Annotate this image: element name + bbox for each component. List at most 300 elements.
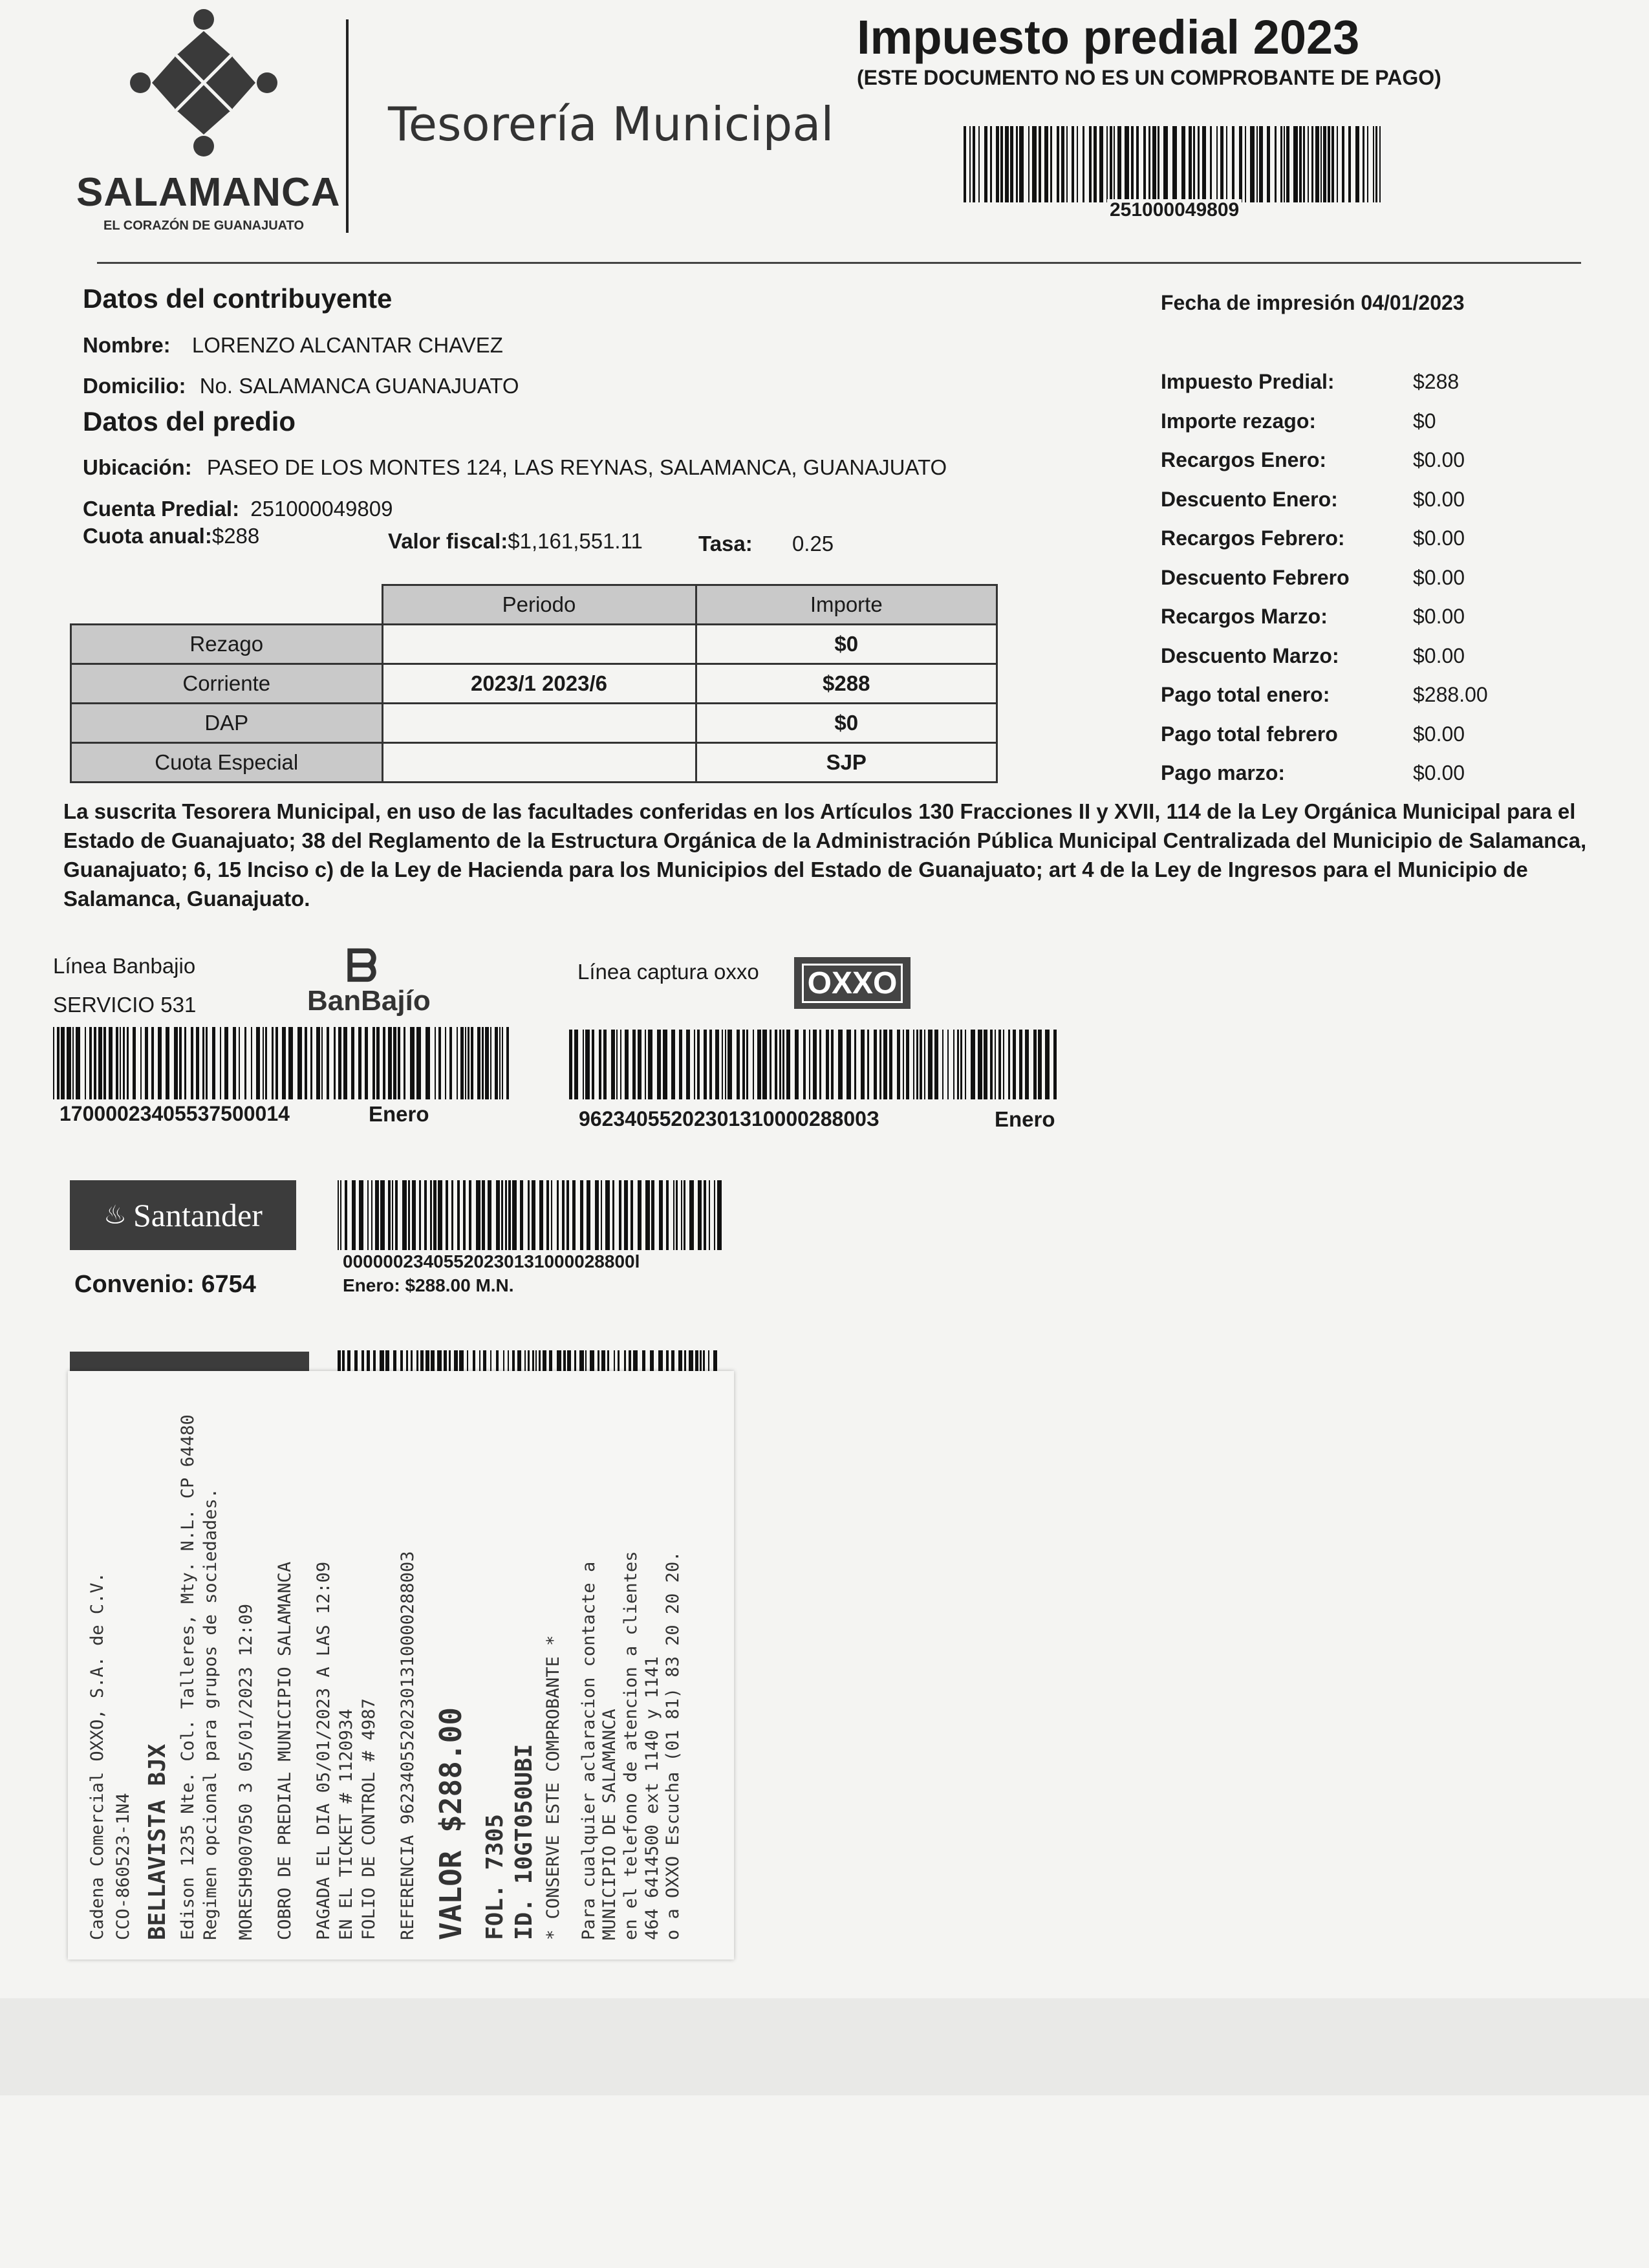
barcode-stripe xyxy=(775,1030,777,1099)
barcode-stripe xyxy=(612,1180,614,1250)
receipt-line: PAGADA EL DIA 05/01/2023 A LAS 12:09 xyxy=(314,1561,334,1940)
barcode-stripe xyxy=(512,1180,517,1250)
barcode-stripe xyxy=(786,1030,790,1099)
barcode-stripe xyxy=(638,1030,641,1099)
resumen-value: $0.00 xyxy=(1413,761,1465,784)
barcode-stripe xyxy=(969,126,971,202)
receipt-line: o a OXXO Escucha (01 81) 83 20 20 20. xyxy=(663,1551,683,1940)
resumen-label: Recargos Marzo: xyxy=(1161,605,1328,628)
resumen-value: $0.00 xyxy=(1413,565,1465,589)
barcode-stripe xyxy=(433,1180,436,1250)
barcode-stripe xyxy=(305,1027,307,1099)
barcode-stripe xyxy=(482,1180,485,1250)
header-barcode-number: 251000049809 xyxy=(1107,199,1242,221)
barcode-stripe xyxy=(645,1030,646,1099)
barcode-stripe xyxy=(140,1027,142,1099)
barcode-stripe xyxy=(438,1027,441,1099)
periodo-cell: 2023/1 2023/6 xyxy=(382,664,696,704)
concepto-cell: DAP xyxy=(71,704,383,743)
barcode-stripe xyxy=(809,1030,810,1099)
barcode-stripe xyxy=(727,1030,732,1099)
barcode-stripe xyxy=(709,1030,712,1099)
barcode-stripe xyxy=(327,1027,329,1099)
barcode-stripe xyxy=(697,1030,700,1099)
barcode-stripe xyxy=(990,126,992,202)
barcode-stripe xyxy=(638,1180,641,1250)
oxxo-logo xyxy=(794,957,911,1009)
concepto-cell: Cuota Especial xyxy=(71,743,383,783)
barcode-stripe xyxy=(206,1027,208,1099)
barcode-stripe xyxy=(566,1180,569,1250)
barcode-stripe xyxy=(1148,126,1150,202)
barcode-stripe xyxy=(714,1180,715,1250)
barcode-stripe xyxy=(288,1027,293,1099)
barcode-stripe xyxy=(1099,126,1103,202)
barcode-stripe xyxy=(679,1030,682,1099)
resumen-value: $0.00 xyxy=(1413,526,1465,550)
barcode-stripe xyxy=(1315,126,1319,202)
banbajio-barcode xyxy=(53,1027,513,1099)
barcode-stripe xyxy=(1057,126,1059,202)
barcode-stripe xyxy=(1284,126,1285,202)
nombre-value: LORENZO ALCANTAR CHAVEZ xyxy=(191,333,503,357)
barcode-stripe xyxy=(709,1180,710,1250)
barcode-stripe xyxy=(1379,126,1381,202)
barcode-stripe xyxy=(120,1027,121,1099)
barcode-stripe xyxy=(1198,126,1200,202)
barcode-stripe xyxy=(965,1030,966,1099)
resumen-label: Recargos Enero: xyxy=(1161,448,1327,471)
receipt-line: MUNICIPIO DE SALAMANCA xyxy=(599,1709,620,1940)
barcode-stripe xyxy=(94,1027,96,1099)
barcode-stripe xyxy=(123,1027,125,1099)
resumen-value: $0 xyxy=(1413,409,1436,433)
barcode-stripe xyxy=(376,1027,380,1099)
receipt-line: FOLIO DE CONTROL # 4987 xyxy=(359,1698,379,1940)
barcode-stripe xyxy=(1337,126,1338,202)
receipt-line: Para cualquier aclaracion contacte a xyxy=(579,1561,599,1940)
barcode-stripe xyxy=(854,1030,856,1099)
valor-label: Valor fiscal: xyxy=(388,529,508,553)
barcode-stripe xyxy=(1089,126,1092,202)
barcode-stripe xyxy=(1172,126,1177,202)
resumen-value: $0.00 xyxy=(1413,487,1465,511)
barcode-stripe xyxy=(1245,126,1246,202)
barcode-stripe xyxy=(449,1027,452,1099)
barcode-stripe xyxy=(934,1030,938,1099)
resumen-value: $0.00 xyxy=(1413,643,1465,667)
barcode-stripe xyxy=(1373,126,1374,202)
barcode-stripe xyxy=(166,1027,169,1099)
barcode-stripe xyxy=(1232,126,1234,202)
barcode-stripe xyxy=(457,1027,458,1099)
barcode-stripe xyxy=(53,1027,54,1099)
periodo-cell xyxy=(382,625,696,664)
barcode-stripe xyxy=(496,1180,500,1250)
barcode-stripe xyxy=(1367,126,1368,202)
barcode-stripe xyxy=(1039,126,1041,202)
fecha-impresion: Fecha de impresión 04/01/2023 xyxy=(1161,291,1465,314)
barcode-stripe xyxy=(380,1180,385,1250)
resumen-label: Descuento Marzo: xyxy=(1161,643,1339,667)
banbajio-servicio: SERVICIO 531 xyxy=(53,993,197,1017)
barcode-stripe xyxy=(1044,126,1048,202)
barcode-stripe xyxy=(392,1180,393,1250)
banbajio-label: Línea Banbajio xyxy=(53,954,196,978)
logo-tagline: EL CORAZÓN DE GUANAJUATO xyxy=(103,219,305,233)
barcode-stripe xyxy=(468,1027,469,1099)
resumen-label: Pago total febrero xyxy=(1161,722,1338,746)
department-name: Tesorería Municipal xyxy=(388,97,834,151)
barcode-stripe xyxy=(224,1027,228,1099)
barcode-stripe xyxy=(109,1027,113,1099)
barcode-stripe xyxy=(903,1030,904,1099)
receipt-line: ID. 10GT050UBI xyxy=(511,1744,537,1940)
table-row xyxy=(71,743,997,783)
barcode-stripe xyxy=(1077,126,1078,202)
barcode-stripe xyxy=(220,1027,221,1099)
barcode-stripe xyxy=(1323,126,1326,202)
barcode-stripe xyxy=(1280,126,1282,202)
barcode-stripe xyxy=(1000,126,1003,202)
barcode-stripe xyxy=(76,1027,80,1099)
barcode-stripe xyxy=(1072,126,1074,202)
barcode-stripe xyxy=(1202,126,1206,202)
barcode-stripe xyxy=(779,1030,781,1099)
barcode-stripe xyxy=(1008,1030,1010,1099)
barcode-stripe xyxy=(1239,126,1242,202)
receipt-line: 464 6414500 ext 1140 y 1141 xyxy=(642,1656,662,1940)
barcode-stripe xyxy=(499,1027,501,1099)
barcode-stripe xyxy=(263,1027,264,1099)
resumen-label: Descuento Enero: xyxy=(1161,487,1338,511)
barcode-stripe xyxy=(928,1030,932,1099)
barcode-stripe xyxy=(1010,126,1013,202)
barcode-stripe xyxy=(282,1027,286,1099)
valor-value: $1,161,551.11 xyxy=(508,529,643,553)
barcode-stripe xyxy=(133,1027,136,1099)
barcode-stripe xyxy=(1032,126,1037,202)
barcode-stripe xyxy=(372,1027,375,1099)
barcode-stripe xyxy=(676,1180,678,1250)
barcode-stripe xyxy=(616,1030,618,1099)
resumen-row xyxy=(1161,526,1549,559)
barcode-stripe xyxy=(67,1027,71,1099)
barcode-stripe xyxy=(737,1030,740,1099)
periodo-header: Periodo xyxy=(382,585,696,625)
barcode-stripe xyxy=(61,1027,65,1099)
concepto-cell: Corriente xyxy=(71,664,383,704)
barcode-stripe xyxy=(1328,126,1330,202)
resumen-label: Impuesto Predial: xyxy=(1161,370,1335,393)
barcode-stripe xyxy=(681,1180,682,1250)
barcode-stripe xyxy=(340,1180,341,1250)
barcode-stripe xyxy=(562,1180,565,1250)
barcode-stripe xyxy=(1303,126,1305,202)
cuota-row xyxy=(83,524,259,548)
receipt-line: Cadena Comercial OXXO, S.A. de C.V. xyxy=(87,1572,107,1940)
barcode-stripe xyxy=(551,1180,552,1250)
barcode-stripe xyxy=(1038,1030,1042,1099)
footer-band xyxy=(0,1998,1649,2095)
barcode-stripe xyxy=(592,1030,594,1099)
barcode-stripe xyxy=(663,1030,667,1099)
barcode-stripe xyxy=(272,1027,274,1099)
barcode-stripe xyxy=(924,1030,925,1099)
barcode-stripe xyxy=(393,1027,396,1099)
barcode-stripe xyxy=(698,1180,702,1250)
barcode-stripe xyxy=(1013,1030,1016,1099)
barcode-stripe xyxy=(795,1030,799,1099)
resumen-row xyxy=(1161,488,1549,520)
barcode-stripe xyxy=(1189,126,1192,202)
barcode-stripe xyxy=(603,1030,607,1099)
barcode-stripe xyxy=(651,1180,654,1250)
barcode-stripe xyxy=(1363,126,1364,202)
barcode-stripe xyxy=(1083,126,1084,202)
barcode-stripe xyxy=(395,1180,398,1250)
barcode-stripe xyxy=(116,1027,118,1099)
barcode-stripe xyxy=(620,1030,621,1099)
resumen-row xyxy=(1161,448,1549,481)
barcode-stripe xyxy=(1025,1030,1029,1099)
barcode-stripe xyxy=(889,1030,892,1099)
barcode-stripe xyxy=(1216,126,1218,202)
barcode-stripe xyxy=(580,1180,583,1250)
barcode-stripe xyxy=(659,1180,663,1250)
resumen-value: $288 xyxy=(1413,370,1460,393)
barcode-stripe xyxy=(310,1027,312,1099)
barcode-stripe xyxy=(686,1030,690,1099)
barcode-stripe xyxy=(1210,126,1212,202)
barcode-stripe xyxy=(495,1027,498,1099)
barcode-stripe xyxy=(404,1027,405,1099)
oxxo-barcode xyxy=(569,1030,1061,1099)
receipt-line: MORESH9007050 3 05/01/2023 12:09 xyxy=(236,1603,256,1940)
barcode-stripe xyxy=(402,1180,407,1250)
barcode-stripe xyxy=(488,1180,491,1250)
resumen-label: Pago total enero: xyxy=(1161,683,1330,706)
barcode-stripe xyxy=(826,1030,829,1099)
barcode-stripe xyxy=(953,1030,954,1099)
contribuyente-title: Datos del contribuyente xyxy=(83,283,393,314)
barcode-stripe xyxy=(671,1030,675,1099)
oxxo-label: Línea captura oxxo xyxy=(577,960,759,984)
barcode-stripe xyxy=(874,1030,877,1099)
barcode-stripe xyxy=(704,1180,706,1250)
banbajio-logo-icon: ᗷ xyxy=(346,942,378,991)
barcode-stripe xyxy=(574,1030,578,1099)
barcode-stripe xyxy=(430,1180,432,1250)
barcode-stripe xyxy=(212,1027,215,1099)
barcode-stripe xyxy=(971,1030,975,1099)
nombre-row xyxy=(83,333,503,358)
table-header-row xyxy=(71,585,997,625)
header-rule xyxy=(97,262,1581,264)
barcode-stripe xyxy=(410,1027,415,1099)
barcode-stripe xyxy=(1158,126,1159,202)
barcode-stripe xyxy=(451,1180,453,1250)
barcode-stripe xyxy=(1348,126,1351,202)
barcode-stripe xyxy=(1019,1030,1022,1099)
barcode-stripe xyxy=(485,1027,489,1099)
page-subtitle: (ESTE DOCUMENTO NO ES UN COMPROBANTE DE PAGO) xyxy=(857,66,1441,89)
barcode-stripe xyxy=(1117,126,1121,202)
barcode-stripe xyxy=(1053,1030,1057,1099)
barcode-stripe xyxy=(502,1027,503,1099)
barcode-stripe xyxy=(722,1030,723,1099)
barcode-stripe xyxy=(673,1180,674,1250)
barcode-stripe xyxy=(632,1030,636,1099)
resumen-row xyxy=(1161,605,1549,637)
barcode-stripe xyxy=(505,1180,507,1250)
barcode-stripe xyxy=(408,1180,410,1250)
cuota-label: Cuota anual: xyxy=(83,524,212,548)
barcode-stripe xyxy=(1286,126,1289,202)
barcode-stripe xyxy=(1114,126,1115,202)
barcode-stripe xyxy=(1226,126,1227,202)
resumen-row xyxy=(1161,644,1549,676)
barcode-stripe xyxy=(546,1180,549,1250)
barcode-stripe xyxy=(996,126,999,202)
barcode-stripe xyxy=(445,1027,447,1099)
resumen-label: Importe rezago: xyxy=(1161,409,1317,433)
resumen-row xyxy=(1161,566,1549,598)
receipt-line: Edison 1235 Nte. Col. Talleres, Mty. N.L. CP 64480 xyxy=(178,1414,198,1940)
barcode-stripe xyxy=(539,1180,543,1250)
cuenta-value: 251000049809 xyxy=(250,497,393,521)
barcode-stripe xyxy=(645,1180,650,1250)
barcode-stripe xyxy=(684,1180,685,1250)
santander-barcode xyxy=(338,1180,724,1250)
barcode-stripe xyxy=(85,1027,86,1099)
barcode-stripe xyxy=(605,1180,610,1250)
barcode-stripe xyxy=(438,1180,442,1250)
barcode-stripe xyxy=(973,126,975,202)
receipt-line: FOL. 7305 xyxy=(482,1813,508,1940)
barcode-stripe xyxy=(463,1180,466,1250)
barcode-stripe xyxy=(1050,126,1052,202)
table-row xyxy=(71,704,997,743)
barcode-stripe xyxy=(1045,1030,1050,1099)
santander-logo xyxy=(70,1180,296,1250)
barcode-stripe xyxy=(569,1030,572,1099)
barcode-stripe xyxy=(460,1027,464,1099)
barcode-stripe xyxy=(1005,126,1009,202)
barcode-stripe xyxy=(585,1030,590,1099)
barcode-stripe xyxy=(947,1030,949,1099)
resumen-row xyxy=(1161,722,1549,755)
barcode-stripe xyxy=(1275,126,1277,202)
nombre-label: Nombre: xyxy=(83,333,171,357)
barcode-stripe xyxy=(358,1027,362,1099)
barcode-stripe xyxy=(1125,126,1129,202)
barcode-stripe xyxy=(179,1027,182,1099)
barcode-stripe xyxy=(648,1030,652,1099)
table-row xyxy=(71,625,997,664)
barcode-stripe xyxy=(867,1030,869,1099)
barcode-stripe xyxy=(338,1180,339,1250)
predio-title: Datos del predio xyxy=(83,406,296,437)
barcode-stripe xyxy=(244,1027,246,1099)
barcode-stripe xyxy=(753,1030,754,1099)
domicilio-row xyxy=(83,374,519,398)
barcode-stripe xyxy=(469,1180,471,1250)
importe-cell: $0 xyxy=(696,625,997,664)
barcode-stripe xyxy=(446,1180,448,1250)
barcode-stripe xyxy=(365,1027,368,1099)
barcode-stripe xyxy=(995,1030,996,1099)
barcode-stripe xyxy=(388,1027,392,1099)
barcode-stripe xyxy=(1293,126,1298,202)
barcode-stripe xyxy=(572,1180,576,1250)
barcode-stripe xyxy=(151,1027,154,1099)
barcode-stripe xyxy=(334,1027,336,1099)
barcode-stripe xyxy=(72,1027,74,1099)
barcode-stripe xyxy=(508,1180,511,1250)
logo-name: SALAMANCA xyxy=(76,170,341,215)
barcode-stripe xyxy=(202,1027,204,1099)
barcode-stripe xyxy=(624,1180,628,1250)
salamanca-logo-mark xyxy=(126,5,281,160)
resumen-label: Recargos Febrero: xyxy=(1161,526,1345,550)
flame-icon: ♨ xyxy=(103,1201,127,1229)
concepto-cell: Rezago xyxy=(71,625,383,664)
barcode-stripe xyxy=(416,1027,421,1099)
resumen-label: Descuento Febrero xyxy=(1161,565,1350,589)
banbajio-number: 17000023405537500014 xyxy=(59,1102,290,1125)
barcode-stripe xyxy=(883,1030,887,1099)
valor-row xyxy=(388,529,643,554)
barcode-stripe xyxy=(906,1030,910,1099)
barcode-stripe xyxy=(1331,126,1334,202)
barcode-stripe xyxy=(704,1030,707,1099)
barcode-stripe xyxy=(501,1180,503,1250)
barcode-stripe xyxy=(657,1030,661,1099)
barcode-stripe xyxy=(98,1027,102,1099)
barcode-stripe xyxy=(471,1027,473,1099)
barcode-stripe xyxy=(583,1030,584,1099)
barcode-stripe xyxy=(465,1027,466,1099)
barcode-stripe xyxy=(158,1027,162,1099)
santander-amount: Enero: $288.00 M.N. xyxy=(343,1275,514,1295)
ubicacion-value: PASEO DE LOS MONTES 124, LAS REYNAS, SALAMANCA, GUANAJUATO xyxy=(206,455,947,479)
receipt-line: * CONSERVE ESTE COMPROBANTE * xyxy=(543,1635,563,1940)
barcode-stripe xyxy=(419,1180,421,1250)
barcode-stripe xyxy=(520,1180,523,1250)
barcode-stripe xyxy=(819,1030,821,1099)
table-row xyxy=(71,664,997,704)
barcode-stripe xyxy=(1106,126,1108,202)
barcode-stripe xyxy=(233,1027,236,1099)
barcode-stripe xyxy=(477,1027,480,1099)
barcode-stripe xyxy=(1094,126,1097,202)
tasa-value: 0.25 xyxy=(792,532,834,556)
barcode-stripe xyxy=(412,1180,416,1250)
barcode-stripe xyxy=(1250,126,1255,202)
barcode-stripe xyxy=(960,1030,962,1099)
barcode-stripe xyxy=(297,1027,302,1099)
receipt-line: en el telefono de atencion a clientes xyxy=(621,1551,641,1940)
barcode-stripe xyxy=(1193,126,1195,202)
barcode-stripe xyxy=(1299,126,1302,202)
importe-cell: $288 xyxy=(696,664,997,704)
barcode-stripe xyxy=(998,1030,1001,1099)
barcode-stripe xyxy=(1311,126,1313,202)
barcode-stripe xyxy=(599,1030,601,1099)
barcode-stripe xyxy=(1220,126,1223,202)
barcode-stripe xyxy=(352,1180,356,1250)
